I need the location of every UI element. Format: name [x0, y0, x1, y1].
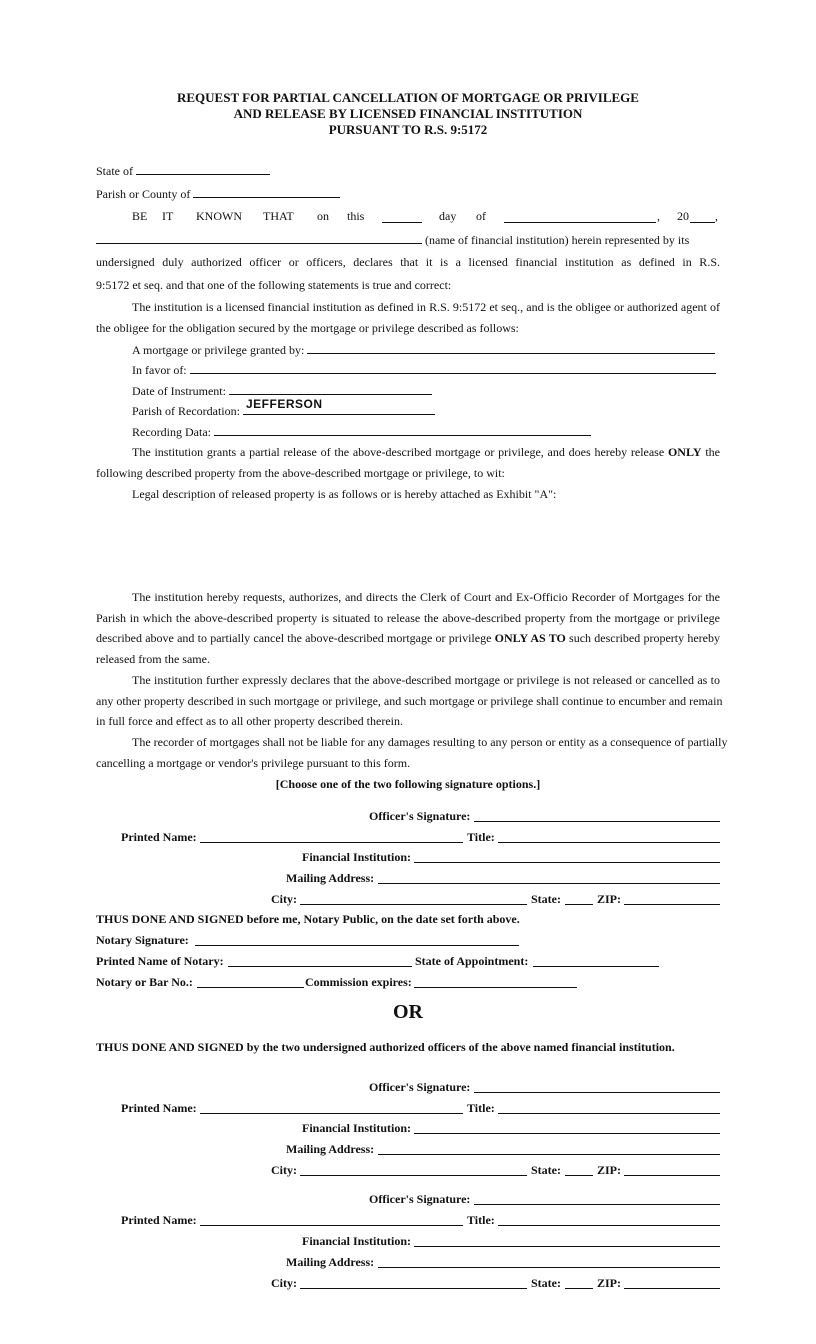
granted-by-line	[132, 341, 720, 358]
financial-institution-field[interactable]	[414, 1246, 720, 1247]
title-label: Title:	[467, 1213, 495, 1227]
in-favor-label: In favor of:	[132, 363, 187, 377]
para3-line-3-end: such described property hereby	[569, 631, 720, 645]
title-label: Title:	[467, 1101, 495, 1115]
year-field[interactable]	[690, 210, 715, 223]
title-field[interactable]	[498, 1113, 720, 1114]
word-of: of	[476, 209, 486, 223]
title-field[interactable]	[498, 842, 720, 843]
word-be: BE	[132, 209, 148, 223]
para1-line-1: The institution is a licensed financial institution as defined in R.S. 9:5172 et seq., and is the obligee or authorized agent of	[132, 300, 720, 314]
sig-b-name-row	[96, 1100, 720, 1116]
mailing-address-label: Mailing Address:	[286, 871, 375, 885]
state-field[interactable]	[565, 904, 593, 905]
para5-line-1: The recorder of mortgages shall not be liable for any damages resulting to any person or entity as a consequence of partially	[132, 735, 728, 749]
date-instrument-label: Date of Instrument:	[132, 384, 226, 398]
sig-a-officer-row	[96, 808, 720, 824]
para1-line-2: the obligee for the obligation secured by the mortgage or privilege described as follows:	[96, 321, 519, 335]
para3-line-3	[96, 630, 720, 646]
in-favor-field[interactable]	[190, 361, 716, 374]
para3-line-1: The institution hereby requests, authorizes, and directs the Clerk of Court and Ex-Officio Recorder of Mortgages for the	[132, 590, 720, 604]
zip-field[interactable]	[624, 1175, 720, 1176]
sig-b-city-row	[96, 1162, 720, 1178]
notary-signature-label: Notary Signature:	[96, 933, 189, 947]
institution-name-note: (name of financial institution) herein represented by its	[425, 233, 690, 247]
state-appointment-label: State of Appointment:	[415, 954, 529, 968]
para2-line-1	[96, 444, 720, 460]
zip-field[interactable]	[624, 1288, 720, 1289]
notary-bar-field[interactable]	[197, 987, 304, 988]
para5-line-2: cancelling a mortgage or vendor's privilege pursuant to this form.	[96, 756, 411, 770]
para3-line-4: released from the same.	[96, 652, 210, 666]
sig-c-address-row	[96, 1254, 720, 1270]
state-field[interactable]	[565, 1288, 593, 1289]
title-line-2: AND RELEASE BY LICENSED FINANCIAL INSTITUTION	[233, 106, 583, 121]
statements-line: 9:5172 et seq. and that one of the following statements is true and correct:	[96, 278, 452, 292]
granted-by-label: A mortgage or privilege granted by:	[132, 343, 305, 357]
printed-name-field[interactable]	[200, 1113, 463, 1114]
date-instrument-line	[132, 382, 720, 399]
mailing-address-field[interactable]	[378, 1267, 720, 1268]
officer-signature-field[interactable]	[474, 1092, 720, 1093]
declares-line: undersigned duly authorized officer or officers, declares that it is a licensed financial institution as defined in R.S.	[96, 255, 720, 269]
financial-institution-field[interactable]	[414, 862, 720, 863]
granted-by-field[interactable]	[307, 341, 715, 354]
sig-b-address-row	[96, 1141, 720, 1157]
financial-institution-field[interactable]	[414, 1133, 720, 1134]
word-it: IT	[162, 209, 174, 223]
recording-data-field[interactable]	[214, 423, 591, 436]
para3-line-2: Parish in which the above-described property is situated to release the above-described property from the mortgage or privilege	[96, 611, 720, 625]
state-appointment-field[interactable]	[533, 966, 659, 967]
zip-label: ZIP:	[597, 892, 621, 906]
state-of-line	[96, 162, 720, 179]
parish-recordation-label: Parish of Recordation:	[132, 404, 240, 418]
comma: ,	[657, 209, 660, 223]
or-divider: OR	[393, 1001, 423, 1023]
sig-c-city-row	[96, 1275, 720, 1291]
notary-bar-label: Notary or Bar No.:	[96, 975, 193, 989]
mailing-address-label: Mailing Address:	[286, 1142, 375, 1156]
city-field[interactable]	[300, 904, 527, 905]
city-field[interactable]	[300, 1288, 527, 1289]
officer-signature-field[interactable]	[474, 821, 720, 822]
para3-line-3-text: described above and to partially cancel the above-described mortgage or privilege	[96, 631, 492, 645]
institution-name-line	[96, 231, 720, 248]
day-number-field[interactable]	[382, 210, 422, 223]
sig-c-institution-row	[96, 1233, 720, 1249]
state-of-field[interactable]	[136, 162, 270, 175]
city-label: City:	[271, 1276, 297, 1290]
word-this: this	[347, 209, 365, 223]
notary-bar-row	[96, 974, 720, 990]
para4-line-1: The institution further expressly declares that the above-described mortgage or privilege is not released or cancelled as to	[132, 673, 720, 687]
parish-recordation-line	[132, 402, 720, 419]
title-label: Title:	[467, 830, 495, 844]
state-label: State:	[531, 1163, 561, 1177]
financial-institution-label: Financial Institution:	[302, 1121, 412, 1135]
zip-field[interactable]	[624, 904, 720, 905]
zip-label: ZIP:	[597, 1163, 621, 1177]
sig-a-city-row	[96, 891, 720, 907]
parish-county-field[interactable]	[193, 185, 340, 198]
para2-line-2: following described property from the above-described mortgage or privilege, to wit:	[96, 466, 505, 480]
mailing-address-field[interactable]	[378, 883, 720, 884]
sig-a-institution-row	[96, 849, 720, 865]
recording-data-line	[132, 423, 720, 440]
recording-data-label: Recording Data:	[132, 425, 211, 439]
month-field[interactable]	[504, 210, 656, 223]
parish-recordation-value: JEFFERSON	[246, 397, 323, 411]
notary-signature-row	[96, 932, 720, 948]
para2-only-emphasis: ONLY	[667, 445, 702, 459]
para2-line-1-end: the	[705, 445, 720, 459]
sig-a-address-row	[96, 870, 720, 886]
word-on: on	[317, 209, 329, 223]
city-label: City:	[271, 892, 297, 906]
word-day: day	[439, 209, 457, 223]
printed-name-label: Printed Name:	[121, 830, 197, 844]
state-label: State:	[531, 892, 561, 906]
end-comma: ,	[715, 209, 718, 223]
mailing-address-label: Mailing Address:	[286, 1255, 375, 1269]
sig-c-officer-row	[96, 1191, 720, 1207]
para2-line-1-text: The institution grants a partial release of the above-described mortgage or privilege, and does hereby release	[132, 445, 665, 459]
city-field[interactable]	[300, 1175, 527, 1176]
printed-name-field[interactable]	[200, 1225, 463, 1226]
printed-name-label: Printed Name:	[121, 1101, 197, 1115]
officer-signature-field[interactable]	[474, 1204, 720, 1205]
title-line-3: PURSUANT TO R.S. 9:5172	[328, 122, 488, 137]
printed-name-field[interactable]	[200, 842, 463, 843]
institution-name-field[interactable]	[96, 231, 422, 244]
state-label: State:	[531, 1276, 561, 1290]
notary-signature-field[interactable]	[195, 945, 519, 946]
parish-county-line	[96, 185, 720, 202]
date-instrument-field[interactable]	[229, 382, 432, 395]
choose-signature-note: [Choose one of the two following signature options.]	[275, 777, 541, 791]
notary-printed-name-label: Printed Name of Notary:	[96, 954, 224, 968]
para3-only-as-to: ONLY AS TO	[494, 631, 566, 645]
para4-line-2: any other property described in such mortgage or privilege, and such mortgage or privilege shall continue to encumber and remain	[96, 694, 723, 708]
officer-signature-label: Officer's Signature:	[369, 1192, 471, 1206]
state-field[interactable]	[565, 1175, 593, 1176]
financial-institution-label: Financial Institution:	[302, 1234, 412, 1248]
word-known: KNOWN	[196, 209, 242, 223]
in-favor-line	[132, 361, 720, 378]
financial-institution-label: Financial Institution:	[302, 850, 412, 864]
commission-expires-label: Commission expires:	[305, 975, 412, 989]
sig-b-institution-row	[96, 1120, 720, 1136]
mailing-address-field[interactable]	[378, 1154, 720, 1155]
state-of-label: State of	[96, 164, 133, 178]
zip-label: ZIP:	[597, 1276, 621, 1290]
legal-description-line: Legal description of released property is as follows or is hereby attached as Exhibit "A":	[132, 487, 557, 501]
parish-county-label: Parish or County of	[96, 187, 191, 201]
title-field[interactable]	[498, 1225, 720, 1226]
city-label: City:	[271, 1163, 297, 1177]
officer-signature-label: Officer's Signature:	[369, 1080, 471, 1094]
word-that: THAT	[263, 209, 294, 223]
officers-thus-done: THUS DONE AND SIGNED by the two undersigned authorized officers of the above named financial institution.	[96, 1040, 675, 1054]
sig-c-name-row	[96, 1212, 720, 1228]
commission-expires-field[interactable]	[414, 987, 577, 988]
notary-name-row	[96, 953, 720, 969]
sig-a-name-row	[96, 829, 720, 845]
notary-thus-done: THUS DONE AND SIGNED before me, Notary Public, on the date set forth above.	[96, 912, 520, 926]
year-prefix: 20	[677, 209, 689, 223]
officer-signature-label: Officer's Signature:	[369, 809, 471, 823]
printed-name-label: Printed Name:	[121, 1213, 197, 1227]
notary-printed-name-field[interactable]	[228, 966, 412, 967]
sig-b-officer-row	[96, 1079, 720, 1095]
para4-line-3: in full force and effect as to all other property described therein.	[96, 714, 403, 728]
title-line-1: REQUEST FOR PARTIAL CANCELLATION OF MORTGAGE OR PRIVILEGE	[177, 90, 639, 105]
